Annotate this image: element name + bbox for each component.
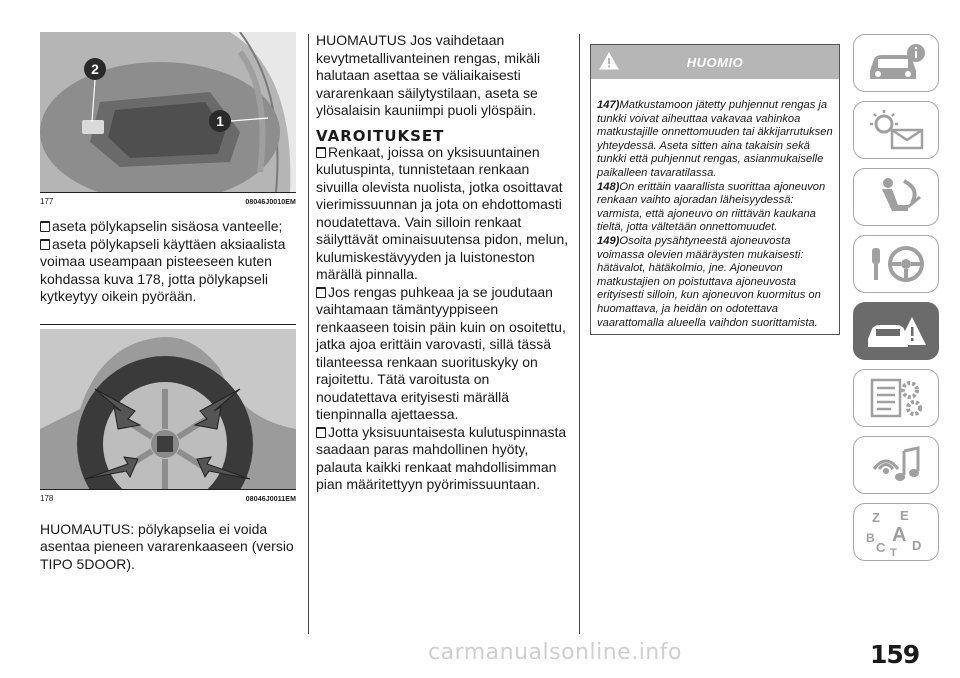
bullet-icon	[316, 427, 326, 438]
figure-177-image	[40, 32, 296, 192]
column-1	[40, 32, 296, 573]
multimedia-icon	[864, 443, 928, 487]
car-info-icon	[864, 41, 928, 85]
list-item: 148)On erittäin vaarallista suorittaa ajoneuvon renkaan vaihto ajoradan läheisyydessä: varmista, että ajoneuvo on riittävän kaukana tieltä, jotta vältetään onnettomuudet.	[597, 180, 826, 234]
maintenance-gears-icon	[864, 376, 928, 420]
list-item: Jotta yksisuuntaisesta kulutuspinnasta saadaan paras mahdollinen hyöty, palauta kaikki renkaat mahdollisimman pian määritettyyn pyörimissuuntaan.	[316, 423, 567, 492]
svg-text:C: C	[876, 540, 886, 555]
index-letters-icon	[864, 508, 928, 556]
tab-multimedia[interactable]	[853, 436, 939, 494]
lights-message-icon	[864, 108, 928, 152]
svg-text:B: B	[866, 531, 875, 545]
watermark: carmanualsonline.info	[428, 640, 682, 665]
list-item: aseta pölykapselin sisäosa vanteelle;	[40, 218, 296, 236]
column-divider	[579, 34, 580, 634]
callout-2: 2	[91, 61, 99, 77]
chapter-sidebar	[853, 34, 939, 570]
svg-text:Z: Z	[872, 510, 880, 525]
installation-steps	[40, 218, 296, 306]
key-steering-icon	[864, 242, 928, 286]
tab-emergencies[interactable]	[853, 302, 939, 360]
column-2	[316, 32, 572, 494]
callout-1: 1	[216, 113, 224, 129]
svg-text:E: E	[900, 508, 909, 523]
tab-index[interactable]	[853, 503, 939, 561]
figure-number: 177	[40, 197, 54, 206]
note-alloy-wheel: HUOMAUTUS Jos vaihdetaan kevytmetallivanteinen rengas, mikäli halutaan asettaa se väliaikaisesti vararenkaan säilytystilaan, aseta se ylösalaisin kauniimpi puoli ylöspäin.	[316, 32, 541, 118]
warning-triangle-icon	[599, 52, 619, 70]
tab-starting-driving[interactable]	[853, 235, 939, 293]
huomio-body	[591, 79, 839, 334]
airbag-seat-icon	[864, 175, 928, 219]
note-5door: HUOMAUTUS: pölykapselia ei voida asentaa pieneen vararenkaaseen (versio TIPO 5DOOR).	[40, 520, 294, 572]
svg-text:D: D	[912, 538, 922, 553]
list-item: Renkaat, joissa on yksisuuntainen kulutuspinta, tunnistetaan renkaan sivuilla olevista nuolista, jotka osoittavat vierimissuunnan ja jota on ehdottomasti noudatettava. Vain silloin renkaat säilyttävät ominaisuutensa pidon, melun, kulumiskestävyyden ja luistoneston märällä pinnalla.	[316, 143, 569, 282]
paragraph: voimaa useampaan pisteeseen kuten kohdassa kuva 178, jotta pölykapseli kytkeytyy oikein pyörään.	[40, 253, 272, 304]
warnings-list	[316, 144, 572, 494]
tab-maintenance[interactable]	[853, 369, 939, 427]
list-item: Jos rengas puhkeaa ja se joudutaan vaihtamaan tämäntyyppiseen renkaaseen toisin päin kuin on osoitettu, jatka ajoa erittäin varovasti, sillä tässä tilanteessa renkaan suorituskyky on rajoitettu. Tätä varoitusta on noudatettava erityisesti märällä tienpinnalla ajettaessa.	[316, 283, 566, 422]
list-item: 147)Matkustamoon jätetty puhjennut rengas ja tunkki voivat aiheuttaa vakavaa vahinkoa matkustajille onnettomuuden tai äkkijarrutuksen yhteydessä. Aseta sitten aina takaisin sekä tunkki että puhjennut rengas, asianmukaiselle paikalleen tavaratilassa.	[597, 99, 833, 179]
figure-code: 08046J0011EM	[245, 495, 296, 503]
tab-car-info[interactable]	[853, 34, 939, 92]
tab-lights-messages[interactable]	[853, 101, 939, 159]
list-item: 149)Osoita pysähtyneestä ajoneuvosta voimassa olevien määräysten mukaisesti: hätävalot, hätäkolmio, jne. Ajoneuvon matkustajien on poistuttava ajoneuvosta erityisesti silloin, kun ajoneuvon kuormitus on huomattava, ja heidän on odotettava vaarattomalla alueella vaihdon suorittamista.	[597, 234, 821, 329]
figure-177-caption	[40, 192, 296, 206]
column-divider	[308, 34, 309, 634]
figure-178-image	[40, 329, 296, 489]
bullet-icon	[40, 239, 50, 250]
spare-wheel-well-illustration	[40, 32, 296, 192]
figure-code: 08046J0010EM	[245, 199, 296, 206]
page-number: 159	[870, 640, 920, 669]
svg-text:T: T	[890, 547, 897, 556]
svg-text:A: A	[892, 524, 907, 546]
huomio-header	[591, 45, 839, 79]
bullet-icon	[40, 221, 50, 232]
list-item: aseta pölykapseli käyttäen aksiaalista	[40, 236, 296, 254]
huomio-box	[590, 44, 840, 335]
hubcap-wheel-illustration	[40, 329, 296, 489]
huomio-title: HUOMIO	[686, 54, 744, 70]
warnings-heading: VAROITUKSET	[316, 126, 445, 145]
breakdown-warning-icon	[864, 309, 928, 353]
bullet-icon	[316, 287, 326, 298]
figure-178-caption	[40, 489, 296, 503]
bullet-icon	[316, 147, 326, 158]
tab-safety[interactable]	[853, 168, 939, 226]
figure-number: 178	[40, 493, 54, 503]
